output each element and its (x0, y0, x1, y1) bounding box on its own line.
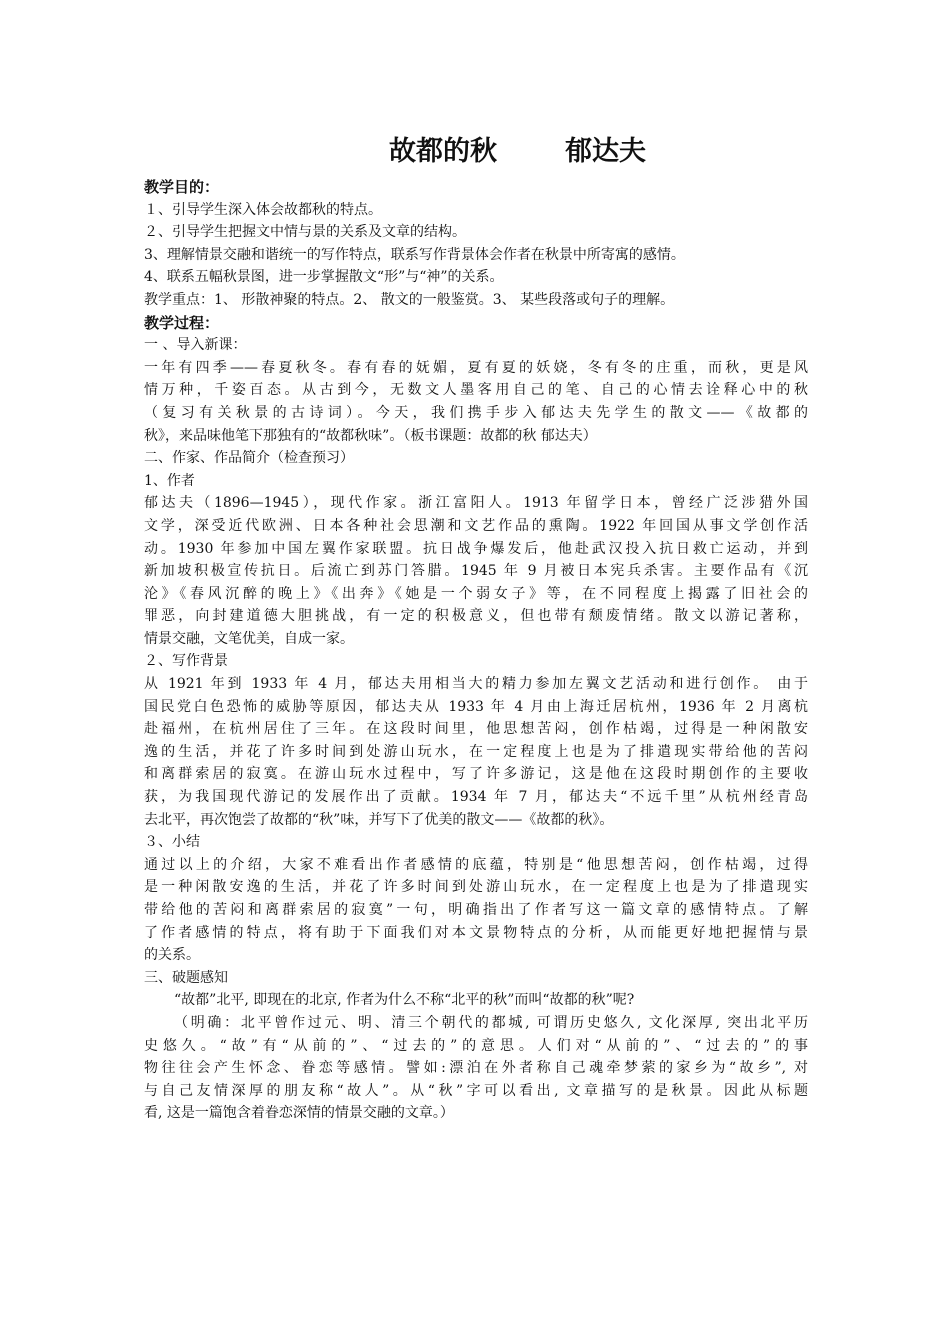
text-line: 二、作家、作品简介（检查预习） (144, 450, 354, 467)
text-line: 一年有四季——春夏秋冬。春有春的妩媚，夏有夏的妖娆，冬有冬的庄重，而秋，更是风 (144, 359, 808, 376)
text-line: 三、破题感知 (144, 969, 228, 986)
text-line: 3、理解情景交融和谐统一的写作特点，联系写作背景体会作者在秋景中所寄寓的感情。 (144, 246, 685, 263)
section-heading: 教学过程： (144, 313, 220, 332)
text-line: 新加坡积极宣传抗日。后流亡到苏门答腊。1945 年 9 月被日本宪兵杀害。主要作品有《沉 (144, 563, 808, 580)
text-line: 国民党白色恐怖的威胁等原因，郁达夫从 1933 年 4 月由上海迁居杭州，1936 年 2 月离杭 (144, 698, 808, 715)
text-line: 情万种，千姿百态。从古到今，无数文人墨客用自己的笔、自己的心情去诠释心中的秋 (144, 382, 808, 399)
text-line: （复习有关秋景的古诗词）。今天，我们携手步入郁达夫先学生的散文——《故都的 (144, 404, 808, 421)
text-line: 郁达夫（1896—1945），现代作家。浙江富阳人。1913 年留学日本，曾经广泛涉猎外国 (144, 495, 808, 512)
text-line: ２、写作背景 (144, 653, 228, 670)
text-line: 带给他的苦闷和离群索居的寂寞”一句，明确指出了作者写这一篇文章的感情特点。了解 (144, 902, 808, 918)
text-line: 是一种闲散安逸的生活，并花了许多时间到处游山玩水，在一定程度上也是为了排遣现实 (144, 879, 808, 896)
section-heading: 教学目的： (144, 178, 220, 196)
text-line: 去北平，再次饱尝了故都的“秋”味，并写下了优美的散文——《故都的秋》。 (144, 811, 614, 828)
text-line: 逸的生活，并花了许多时间到处游山玩水，在一定程度上也是为了排遣现实带给他的苦闷 (144, 743, 808, 760)
title-row (389, 133, 646, 171)
text-line: 物往往会产生怀念、眷恋等感情。譬如:漂泊在外者称自己魂牵梦萦的家乡为“故乡”, 对 (144, 1060, 808, 1077)
text-line: 4、联系五幅秋景图，进一步掌握散文“形”与“神”的关系。 (144, 269, 504, 286)
text-line: （明确：北平曾作过元、明、清三个朝代的都城, 可谓历史悠久, 文化深厚, 突出北平历 (174, 1014, 808, 1031)
text-line: 教学重点：1、 形散神聚的特点。2、 散文的一般鉴赏。3、 某些段落或句子的理解。 (144, 291, 675, 308)
text-line: 文学，深受近代欧洲、日本各种社会思潮和文艺作品的熏陶。1922 年回国从事文学创作活 (144, 517, 808, 534)
text-line: 看, 这是一篇饱含着眷恋深情的情景交融的文章。） (144, 1105, 454, 1122)
text-line: ２、引导学生把握文中情与景的关系及文章的结构。 (144, 224, 466, 241)
document-body (144, 176, 808, 1125)
text-line: 史悠久。“故”有“从前的”、“过去的”的意思。人们对“从前的”、“过去的”的事 (144, 1037, 808, 1054)
text-line: 了作者感情的特点，将有助于下面我们对本文景物特点的分析，从而能更好地把握情与景 (144, 924, 808, 941)
text-line: 通过以上的介绍，大家不难看出作者感情的底蕴，特别是“他思想苦闷，创作枯竭，过得 (144, 856, 808, 873)
text-line: 获，为我国现代游记的发展作出了贡献。1934 年 7 月，郁达夫“不远千里”从杭州经青岛 (144, 789, 808, 806)
text-line: 赴福州，在杭州居住了三年。在这段时间里，他思想苦闷，创作枯竭，过得是一种闲散安 (144, 721, 808, 738)
text-line: 一 、导入新课： (144, 337, 247, 354)
text-line: 1、作者 (144, 472, 195, 489)
text-line: １、引导学生深入体会故都秋的特点。 (144, 201, 382, 218)
text-line: 和离群索居的寂寞。在游山玩水过程中，写了许多游记，这是他在这段时期创作的主要收 (144, 766, 808, 783)
text-line: 动。1930 年参加中国左翼作家联盟。抗日战争爆发后，他赴武汉投入抗日救亡运动，并到 (144, 540, 808, 557)
document-author: 郁达夫 (565, 136, 646, 167)
text-line: “故都”北平, 即现在的北京, 作者为什么不称“北平的秋”而叫“故都的秋”呢? (174, 992, 635, 1009)
text-line: 从 1921 年到 1933 年 4 月，郁达夫用相当大的精力参加左翼文艺活动和进行创作。 由于 (144, 676, 808, 693)
text-line: 情景交融，文笔优美，自成一家。 (144, 630, 354, 647)
text-line: ３、小结 (144, 834, 200, 851)
text-line: 罪恶，向封建道德大胆挑战，有一定的积极意义，但也带有颓废情绪。散文以游记著称， (144, 608, 808, 625)
text-line: 沦》《春风沉醉的晚上》《出奔》《她是一个弱女子》等，在不同程度上揭露了旧社会的 (144, 585, 808, 602)
text-line: 与自己友情深厚的朋友称“故人”。从“秋”字可以看出, 文章描写的是秋景。因此从标题 (144, 1082, 808, 1099)
document-title: 故都的秋 (389, 136, 497, 167)
text-line: 秋》，来品味他笔下那独有的“故都秋味”。（板书课题：故都的秋 郁达夫） (144, 427, 597, 444)
text-line: 的关系。 (144, 947, 200, 964)
